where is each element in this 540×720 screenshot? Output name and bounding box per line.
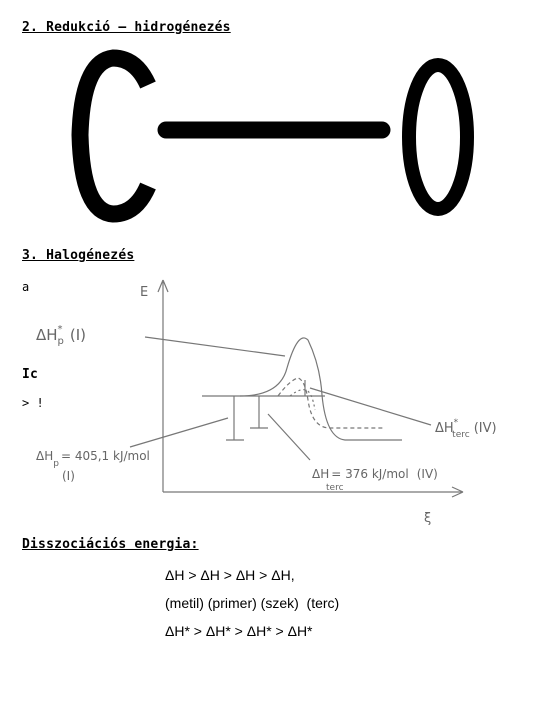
activation-primary-label: ΔH* p (I) <box>36 324 87 347</box>
dh-terc-label: ΔH = 376 kJ/mol (IV) <box>312 467 438 481</box>
section-2-heading: 2. Redukció – hidrogénezés <box>22 20 231 35</box>
pointer-dh-terc <box>268 414 310 460</box>
stray-letter: a <box>22 280 30 294</box>
section-3-heading: 3. Halogénezés <box>22 248 135 263</box>
y-axis-label: E <box>140 285 149 300</box>
pointer-dh-primary <box>130 418 228 447</box>
obscured-heading: Ic <box>22 367 39 382</box>
dissociation-heading: Disszociációs energia: <box>22 537 199 552</box>
dissociation-line-3: ΔH* > ΔH* > ΔH* > ΔH* <box>165 623 313 639</box>
y-axis-arrow <box>158 280 163 292</box>
x-axis-arrow-2 <box>452 492 463 497</box>
x-axis-label: ξ <box>424 511 432 526</box>
pointer-activation-terc <box>310 388 431 425</box>
dh-primary-roman: (I) <box>62 469 75 483</box>
activation-terc-label: ΔH* terc (IV) <box>435 418 497 440</box>
dh-primary-label: $\Delta H_p= 405,1$ kJ/mol <box>36 449 150 469</box>
obscured-text: > ! <box>22 396 44 410</box>
dissociation-line-2: (metil) (primer) (szek) (terc) <box>165 595 340 611</box>
y-axis-arrow-2 <box>163 280 168 292</box>
tertiary-curve <box>278 378 385 428</box>
x-axis-arrow <box>452 487 463 492</box>
pointer-activation-primary <box>145 337 285 356</box>
dh-terc-sub: terc <box>326 483 344 493</box>
dissociation-line-1: ΔH > ΔH > ΔH > ΔH, <box>165 567 295 583</box>
dotted-curve <box>290 390 315 410</box>
